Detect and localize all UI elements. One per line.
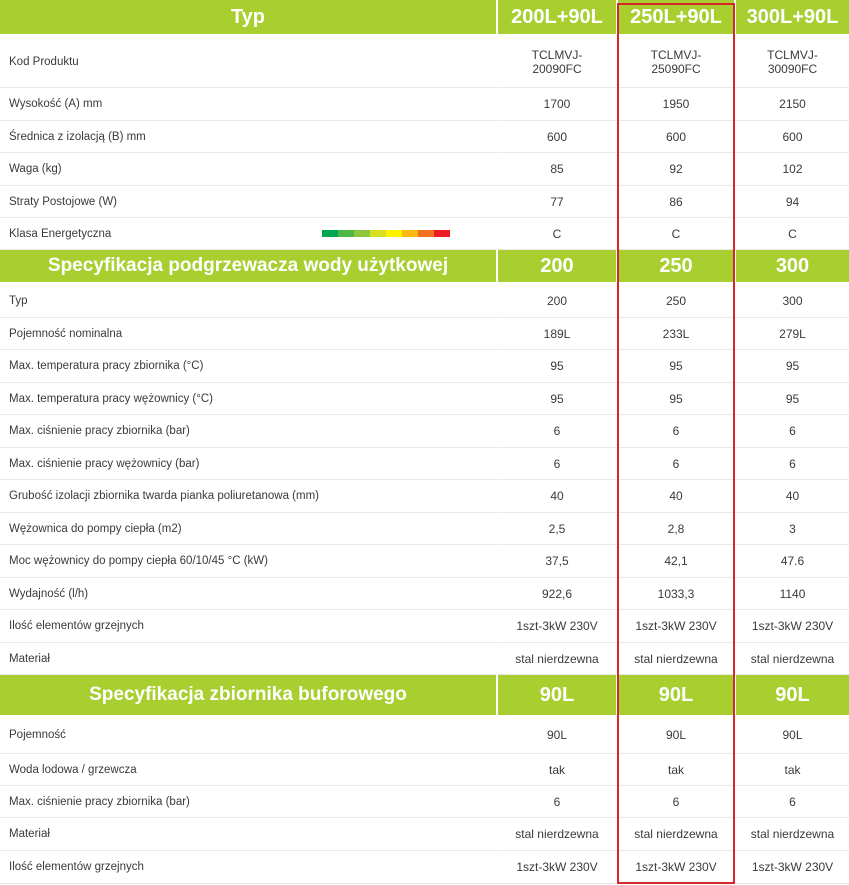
table-row — [0, 610, 849, 643]
row-label: Grubość izolacji zbiornika twarda pianka poliuretanowa (mm) — [0, 480, 496, 513]
row-label: Max. ciśnienie pracy wężownicy (bar) — [0, 448, 496, 480]
cell-value: TCLMVJ- 25090FC — [616, 36, 734, 88]
cell-value: 40 — [616, 480, 734, 513]
row-label: Woda lodowa / grzewcza — [0, 754, 496, 786]
column-header: 90L — [734, 675, 849, 717]
cell-value: 95 — [496, 383, 616, 415]
column-header: 300L+90L — [734, 0, 849, 36]
cell-value: 189L — [496, 318, 616, 350]
table-row — [0, 284, 849, 318]
cell-value: 40 — [496, 480, 616, 513]
table-row — [0, 415, 849, 448]
row-label: Wydajność (l/h) — [0, 578, 496, 610]
row-label: Max. ciśnienie pracy zbiornika (bar) — [0, 786, 496, 818]
table-row — [0, 153, 849, 186]
row-label: Ilość elementów grzejnych — [0, 610, 496, 643]
row-label: Moc wężownicy do pompy ciepła 60/10/45 °C (kW) — [0, 545, 496, 578]
row-label: Max. temperatura pracy wężownicy (°C) — [0, 383, 496, 415]
table-row — [0, 786, 849, 818]
cell-value: 6 — [734, 448, 849, 480]
cell-value: 92 — [616, 153, 734, 186]
cell-value: tak — [616, 754, 734, 786]
column-header: 200 — [496, 250, 616, 284]
cell-value: 600 — [496, 121, 616, 153]
cell-value: 1szt-3kW 230V — [496, 851, 616, 884]
row-label: Średnica z izolacją (B) mm — [0, 121, 496, 153]
cell-value: 3 — [734, 513, 849, 545]
energy-scale-segment — [418, 230, 434, 237]
cell-value: 6 — [616, 448, 734, 480]
table-row — [0, 818, 849, 851]
cell-value: tak — [496, 754, 616, 786]
section-header — [0, 0, 849, 36]
cell-value: tak — [734, 754, 849, 786]
cell-value: 250 — [616, 284, 734, 318]
energy-scale-segment — [322, 230, 338, 237]
cell-value: 1szt-3kW 230V — [616, 851, 734, 884]
table-row — [0, 513, 849, 545]
table-row — [0, 36, 849, 88]
cell-value: 1szt-3kW 230V — [734, 851, 849, 884]
cell-value: 37,5 — [496, 545, 616, 578]
cell-value: 279L — [734, 318, 849, 350]
cell-value: 6 — [496, 448, 616, 480]
cell-value: 233L — [616, 318, 734, 350]
row-label: Wężownica do pompy ciepła (m2) — [0, 513, 496, 545]
energy-scale-segment — [354, 230, 370, 237]
cell-value: 1szt-3kW 230V — [616, 610, 734, 643]
table-row — [0, 754, 849, 786]
table-row — [0, 121, 849, 153]
energy-scale-segment — [370, 230, 386, 237]
table-row — [0, 717, 849, 754]
column-header: 90L — [496, 675, 616, 717]
cell-value: C — [496, 218, 616, 250]
row-label: Ilość elementów grzejnych — [0, 851, 496, 884]
cell-value: 95 — [616, 383, 734, 415]
cell-value: 77 — [496, 186, 616, 218]
cell-value: 86 — [616, 186, 734, 218]
row-label: Materiał — [0, 818, 496, 851]
column-header: 200L+90L — [496, 0, 616, 36]
section-title: Specyfikacja zbiornika buforowego — [0, 675, 496, 717]
table-row — [0, 383, 849, 415]
energy-scale-segment — [434, 230, 450, 237]
table-row — [0, 480, 849, 513]
cell-value: 90L — [496, 717, 616, 754]
row-label: Wysokość (A) mm — [0, 88, 496, 121]
cell-value: 6 — [616, 415, 734, 448]
cell-value: 95 — [496, 350, 616, 383]
cell-value: 95 — [616, 350, 734, 383]
section-header — [0, 250, 849, 284]
cell-value: 95 — [734, 383, 849, 415]
table-row — [0, 578, 849, 610]
cell-value: 300 — [734, 284, 849, 318]
table-row — [0, 545, 849, 578]
cell-value: 2,8 — [616, 513, 734, 545]
table-row — [0, 643, 849, 675]
energy-scale-segment — [386, 230, 402, 237]
cell-value: 6 — [616, 786, 734, 818]
cell-value: 42,1 — [616, 545, 734, 578]
section-header — [0, 675, 849, 717]
cell-value: stal nierdzewna — [496, 643, 616, 675]
cell-value: 95 — [734, 350, 849, 383]
energy-scale-segment — [338, 230, 354, 237]
cell-value: 6 — [496, 415, 616, 448]
cell-value: 40 — [734, 480, 849, 513]
cell-value: 94 — [734, 186, 849, 218]
cell-value: 922,6 — [496, 578, 616, 610]
cell-value: 200 — [496, 284, 616, 318]
table-row — [0, 851, 849, 884]
row-label: Materiał — [0, 643, 496, 675]
row-label: Straty Postojowe (W) — [0, 186, 496, 218]
cell-value: stal nierdzewna — [734, 643, 849, 675]
cell-value: 2,5 — [496, 513, 616, 545]
row-label: Kod Produktu — [0, 36, 496, 88]
cell-value: 600 — [734, 121, 849, 153]
section-title: Typ — [0, 0, 496, 36]
section-title: Specyfikacja podgrzewacza wody użytkowej — [0, 250, 496, 284]
column-header: 250 — [616, 250, 734, 284]
row-label: Pojemność — [0, 717, 496, 754]
row-label: Max. temperatura pracy zbiornika (°C) — [0, 350, 496, 383]
row-label: Typ — [0, 284, 496, 318]
cell-value: 1szt-3kW 230V — [496, 610, 616, 643]
cell-value: C — [616, 218, 734, 250]
table-row — [0, 88, 849, 121]
cell-value: 1033,3 — [616, 578, 734, 610]
table-row — [0, 186, 849, 218]
cell-value: 6 — [734, 786, 849, 818]
cell-value: TCLMVJ- 20090FC — [496, 36, 616, 88]
row-label: Max. ciśnienie pracy zbiornika (bar) — [0, 415, 496, 448]
cell-value: 47.6 — [734, 545, 849, 578]
cell-value: stal nierdzewna — [616, 818, 734, 851]
energy-scale-segment — [402, 230, 418, 237]
cell-value: 1szt-3kW 230V — [734, 610, 849, 643]
cell-value: stal nierdzewna — [616, 643, 734, 675]
cell-value: 2150 — [734, 88, 849, 121]
table-row — [0, 350, 849, 383]
table-row — [0, 218, 849, 250]
row-label: Pojemność nominalna — [0, 318, 496, 350]
cell-value: 1700 — [496, 88, 616, 121]
cell-value: 85 — [496, 153, 616, 186]
cell-value: 90L — [616, 717, 734, 754]
table-row — [0, 318, 849, 350]
cell-value: 90L — [734, 717, 849, 754]
row-label: Klasa Energetyczna — [9, 227, 112, 240]
cell-value: 600 — [616, 121, 734, 153]
table-row — [0, 448, 849, 480]
cell-value: 1950 — [616, 88, 734, 121]
row-label: Waga (kg) — [0, 153, 496, 186]
cell-value: 6 — [496, 786, 616, 818]
column-header: 90L — [616, 675, 734, 717]
column-header: 300 — [734, 250, 849, 284]
column-header: 250L+90L — [616, 0, 734, 36]
cell-value: TCLMVJ- 30090FC — [734, 36, 849, 88]
cell-value: 1140 — [734, 578, 849, 610]
cell-value: stal nierdzewna — [734, 818, 849, 851]
cell-value: 102 — [734, 153, 849, 186]
cell-value: stal nierdzewna — [496, 818, 616, 851]
cell-value: 6 — [734, 415, 849, 448]
cell-value: C — [734, 218, 849, 250]
energy-class-scale — [322, 230, 450, 237]
